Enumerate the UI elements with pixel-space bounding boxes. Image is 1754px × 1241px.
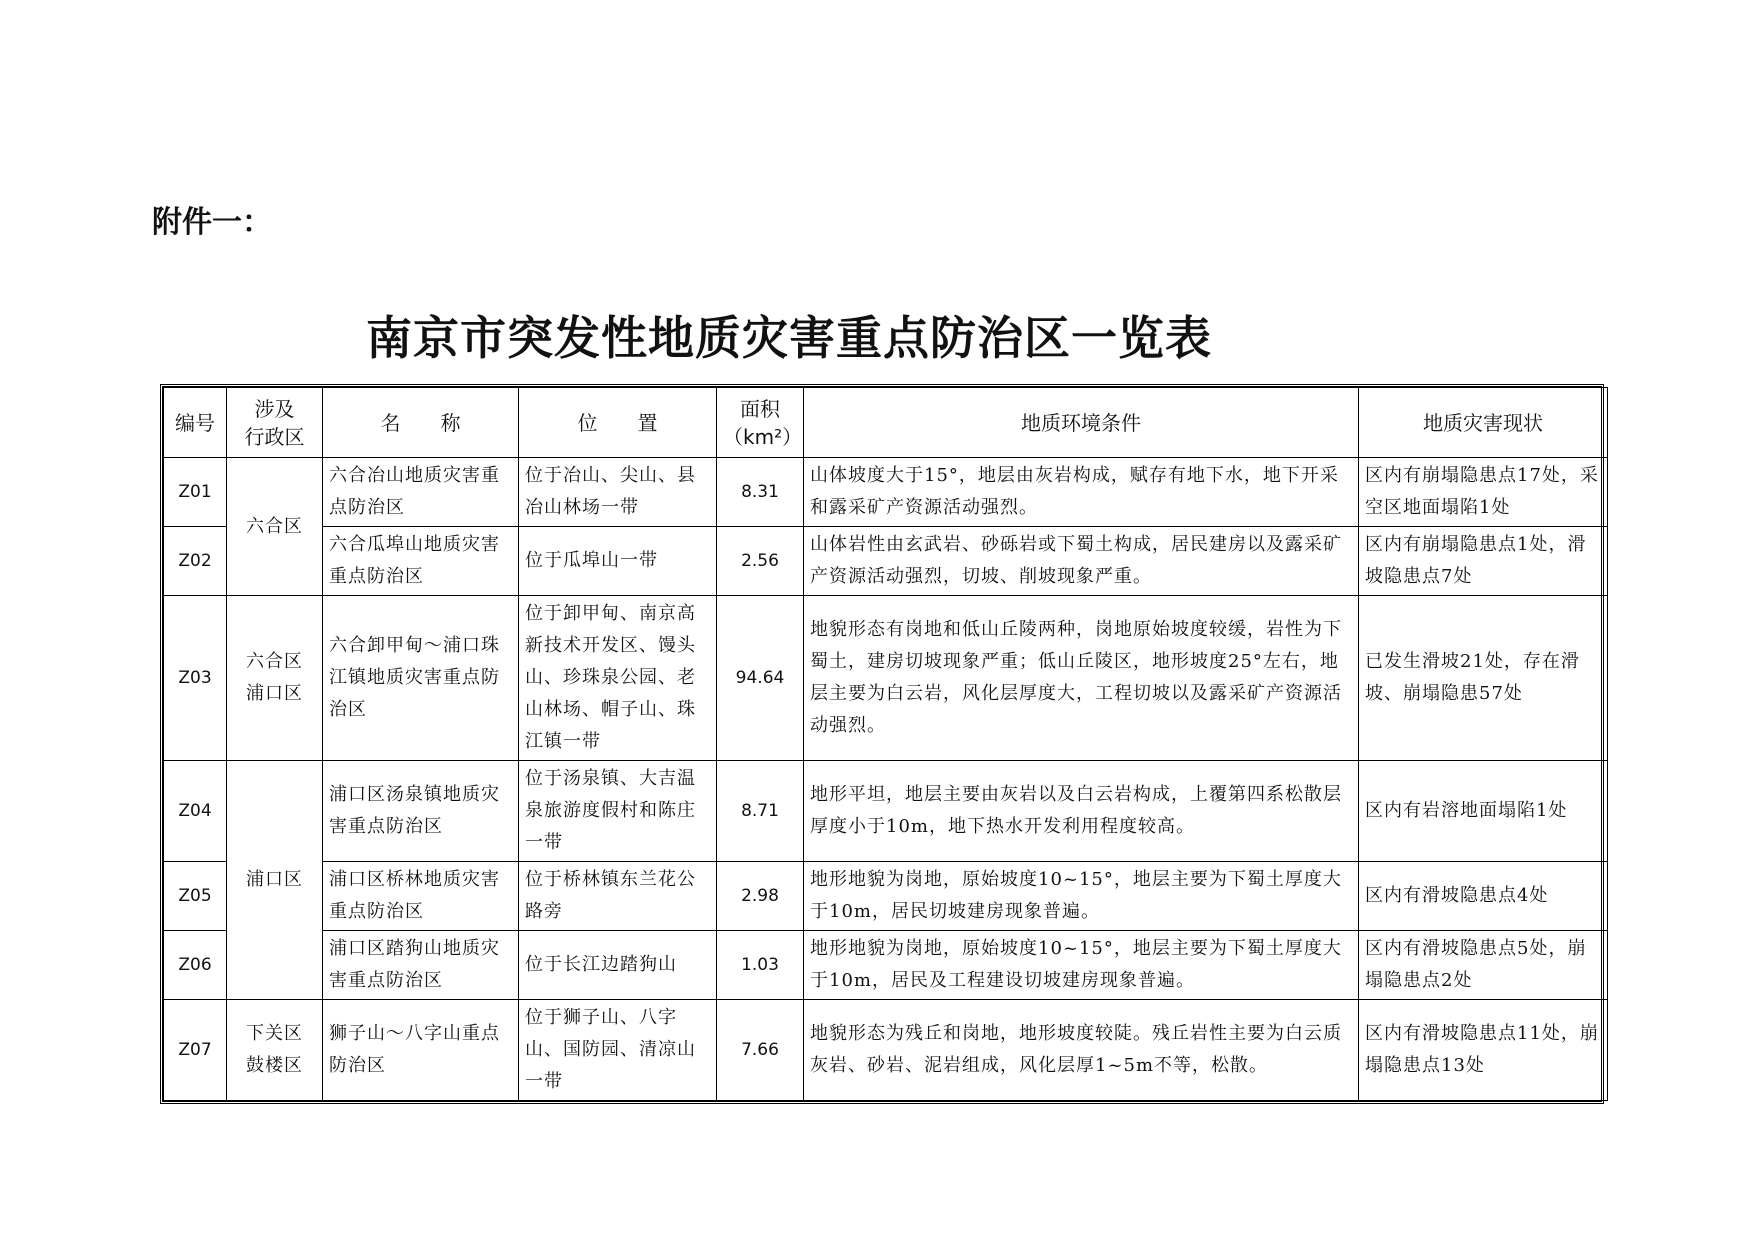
cell-conditions: 地形平坦，地层主要由灰岩以及白云岩构成，上覆第四系松散层厚度小于10m，地下热水开发利用程度较高。 [804,761,1359,862]
cell-location: 位于狮子山、八字山、国防园、清凉山一带 [519,1000,717,1101]
cell-location: 位于汤泉镇、大吉温泉旅游度假村和陈庄一带 [519,761,717,862]
cell-status: 区内有滑坡隐患点4处 [1359,862,1608,931]
cell-id: Z05 [164,862,227,931]
table-row [164,1000,1608,1101]
cell-location: 位于瓜埠山一带 [519,527,717,596]
header-conditions: 地质环境条件 [804,388,1359,458]
document-title: 南京市突发性地质灾害重点防治区一览表 [366,311,1212,365]
cell-location: 位于长江边踏狗山 [519,931,717,1000]
cell-status: 区内有崩塌隐患点17处，采空区地面塌陷1处 [1359,458,1608,527]
header-area: 面积 （km²） [717,388,804,458]
cell-status: 区内有岩溶地面塌陷1处 [1359,761,1608,862]
header-district: 涉及 行政区 [227,388,323,458]
table-header-row [164,388,1608,458]
table-row [164,527,1608,596]
table-row [164,761,1608,862]
cell-id: Z03 [164,596,227,761]
cell-conditions: 山体坡度大于15°，地层由灰岩构成，赋存有地下水，地下开采和露采矿产资源活动强烈。 [804,458,1359,527]
cell-area: 1.03 [717,931,804,1000]
cell-district: 六合区 浦口区 [227,596,323,761]
cell-id: Z04 [164,761,227,862]
cell-conditions: 地形地貌为岗地，原始坡度10~15°，地层主要为下蜀土厚度大于10m，居民及工程建设切坡建房现象普遍。 [804,931,1359,1000]
cell-name: 浦口区桥林地质灾害重点防治区 [323,862,519,931]
hazard-zone-table-frame [160,384,1604,1104]
cell-name: 狮子山～八字山重点防治区 [323,1000,519,1101]
table-row [164,931,1608,1000]
cell-status: 区内有滑坡隐患点11处，崩塌隐患点13处 [1359,1000,1608,1101]
cell-location: 位于桥林镇东兰花公路旁 [519,862,717,931]
header-status: 地质灾害现状 [1359,388,1608,458]
header-location: 位 置 [519,388,717,458]
cell-name: 六合瓜埠山地质灾害重点防治区 [323,527,519,596]
cell-area: 2.98 [717,862,804,931]
cell-area: 8.31 [717,458,804,527]
cell-id: Z07 [164,1000,227,1101]
cell-status: 区内有滑坡隐患点5处，崩塌隐患点2处 [1359,931,1608,1000]
cell-id: Z02 [164,527,227,596]
table-row [164,862,1608,931]
cell-status: 已发生滑坡21处，存在滑坡、崩塌隐患57处 [1359,596,1608,761]
cell-location: 位于冶山、尖山、县冶山林场一带 [519,458,717,527]
cell-conditions: 地貌形态为残丘和岗地，地形坡度较陡。残丘岩性主要为白云质灰岩、砂岩、泥岩组成，风化层厚1~5m不等，松散。 [804,1000,1359,1101]
cell-district: 浦口区 [227,761,323,1000]
hazard-zone-table [163,387,1608,1101]
cell-id: Z06 [164,931,227,1000]
cell-area: 2.56 [717,527,804,596]
cell-conditions: 地貌形态有岗地和低山丘陵两种，岗地原始坡度较缓，岩性为下蜀土，建房切坡现象严重；低山丘陵区，地形坡度25°左右，地层主要为白云岩，风化层厚度大，工程切坡以及露采矿产资源活动强烈。 [804,596,1359,761]
cell-conditions: 地形地貌为岗地，原始坡度10~15°，地层主要为下蜀土厚度大于10m，居民切坡建房现象普遍。 [804,862,1359,931]
cell-conditions: 山体岩性由玄武岩、砂砾岩或下蜀土构成，居民建房以及露采矿产资源活动强烈，切坡、削坡现象严重。 [804,527,1359,596]
cell-area: 8.71 [717,761,804,862]
cell-name: 六合卸甲甸～浦口珠江镇地质灾害重点防治区 [323,596,519,761]
header-name: 名 称 [323,388,519,458]
header-id: 编号 [164,388,227,458]
cell-location: 位于卸甲甸、南京高新技术开发区、馒头山、珍珠泉公园、老山林场、帽子山、珠江镇一带 [519,596,717,761]
cell-district: 下关区 鼓楼区 [227,1000,323,1101]
table-row [164,458,1608,527]
cell-area: 7.66 [717,1000,804,1101]
cell-name: 六合冶山地质灾害重点防治区 [323,458,519,527]
cell-district: 六合区 [227,458,323,596]
cell-area: 94.64 [717,596,804,761]
table-row [164,596,1608,761]
cell-name: 浦口区汤泉镇地质灾害重点防治区 [323,761,519,862]
cell-name: 浦口区踏狗山地质灾害重点防治区 [323,931,519,1000]
cell-status: 区内有崩塌隐患点1处，滑坡隐患点7处 [1359,527,1608,596]
cell-id: Z01 [164,458,227,527]
attachment-label: 附件一： [152,205,272,240]
